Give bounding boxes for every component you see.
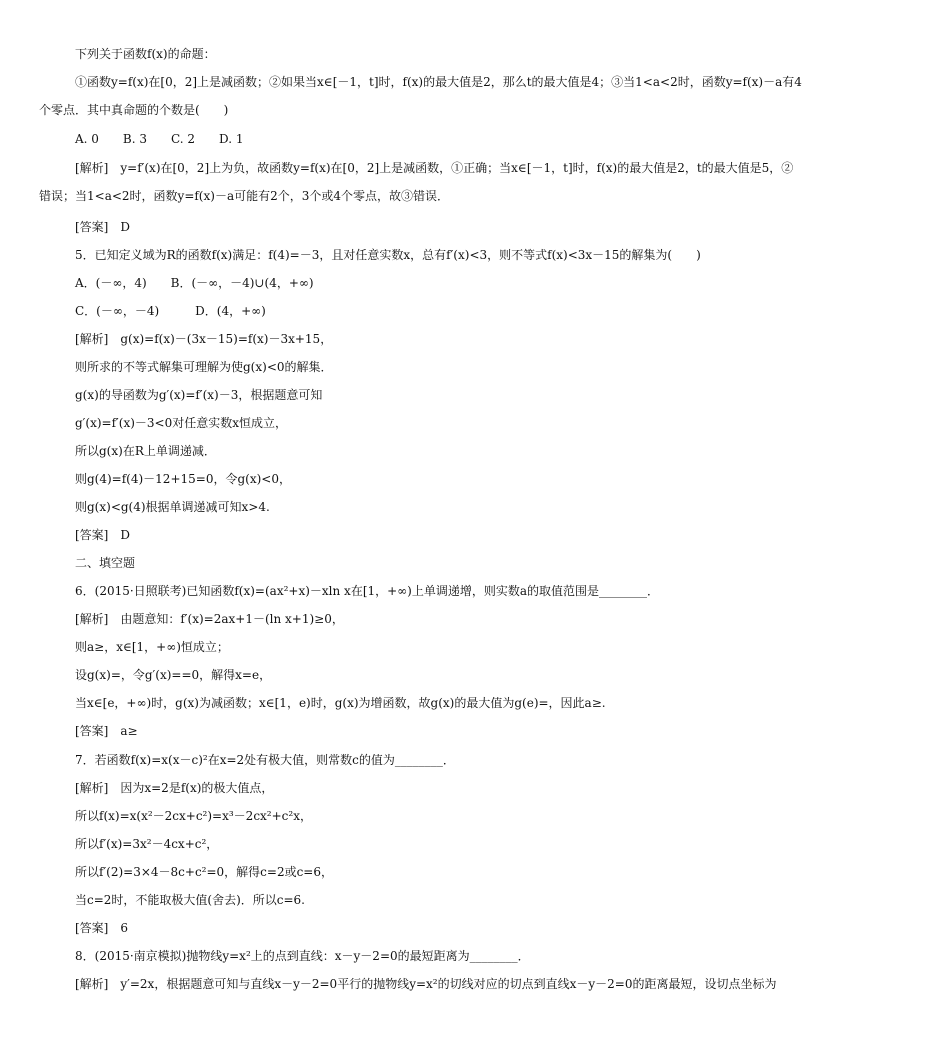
text-line: 个零点．其中真命题的个数是( ): [39, 103, 229, 117]
text-line: 则a≥，x∈[1，+∞)恒成立；: [75, 640, 229, 654]
question-6: 6．(2015·日照联考)已知函数f(x)=(ax²+x)－xln x在[1，+∞)上单调递增，则实数a的取值范围是________．: [75, 584, 660, 598]
question-8: 8．(2015·南京模拟)抛物线y=x²上的点到直线：x－y－2=0的最短距离为________．: [75, 949, 530, 963]
text-line: g′(x)=f′(x)－3<0对任意实数x恒成立，: [75, 416, 287, 430]
text-line: 设g(x)=，令g′(x)==0，解得x=e，: [75, 668, 272, 682]
text-line: [解析] g(x)=f(x)－(3x－15)=f(x)－3x+15，: [75, 332, 333, 346]
question-7: 7．若函数f(x)=x(x－c)²在x=2处有极大值，则常数c的值为________．: [75, 753, 455, 767]
text-line: 下列关于函数f(x)的命题：: [75, 47, 216, 61]
text-line: A. 0 B. 3 C. 2 D. 1: [75, 132, 244, 146]
section-heading: 二、填空题: [75, 556, 136, 570]
text-line: 则g(x)<g(4)根据单调递减可知x>4.: [75, 500, 270, 514]
answer-line: [答案] D: [75, 220, 130, 234]
text-line: [解析] y′=2x，根据题意可知与直线x－y－2=0平行的抛物线y=x²的切线对应的切点到直线x－y－2=0的距离最短，设切点坐标为: [75, 977, 777, 991]
text-line: 所以f′(2)=3×4－8c+c²=0，解得c=2或c=6，: [75, 865, 333, 879]
text-line: 当c=2时，不能取极大值(舍去)．所以c=6.: [75, 893, 305, 907]
text-line: 所以f′(x)=3x²－4cx+c²，: [75, 837, 219, 851]
text-line: 所以g(x)在R上单调递减．: [75, 444, 216, 458]
text-line: 则所求的不等式解集可理解为使g(x)<0的解集．: [75, 360, 333, 374]
text-line: 错误；当1<a<2时，函数y=f(x)－a可能有2个，3个或4个零点，故③错误．: [39, 189, 450, 203]
option-line: A．(－∞，4) B．(－∞，－4)∪(4，+∞): [75, 276, 314, 290]
answer-line: [答案] 6: [75, 921, 128, 935]
text-line: [解析] y=f′(x)在[0，2]上为负，故函数y=f(x)在[0，2]上是减函数，①正确；当x∈[－1，t]时，f(x)的最大值是2，t的最大值是5，②: [75, 161, 794, 175]
text-line: g(x)的导函数为g′(x)=f′(x)－3，根据题意可知: [75, 388, 323, 402]
text-line: [解析] 由题意知：f′(x)=2ax+1－(ln x+1)≥0，: [75, 612, 344, 626]
text-line: [解析] 因为x=2是f(x)的极大值点，: [75, 781, 274, 795]
answer-line: [答案] D: [75, 528, 130, 542]
text-line: ①函数y=f(x)在[0，2]上是减函数；②如果当x∈[－1，t]时，f(x)的最大值是2，那么t的最大值是4；③当1<a<2时，函数y=f(x)－a有4: [75, 75, 802, 89]
text-line: 所以f(x)=x(x²－2cx+c²)=x³－2cx²+c²x，: [75, 809, 312, 823]
option-line: C．(－∞，－4) D．(4，+∞): [75, 304, 266, 318]
text-line: 则g(4)=f(4)－12+15=0，令g(x)<0，: [75, 472, 291, 486]
answer-line: [答案] a≥: [75, 724, 138, 738]
question-5: 5．已知定义域为R的函数f(x)满足：f(4)=－3，且对任意实数x，总有f′(x)<3，则不等式f(x)<3x－15的解集为( ): [75, 248, 701, 262]
text-line: 当x∈[e，+∞)时，g(x)为减函数；x∈[1，e)时，g(x)为增函数，故g(x)的最大值为g(e)=，因此a≥.: [75, 696, 606, 710]
